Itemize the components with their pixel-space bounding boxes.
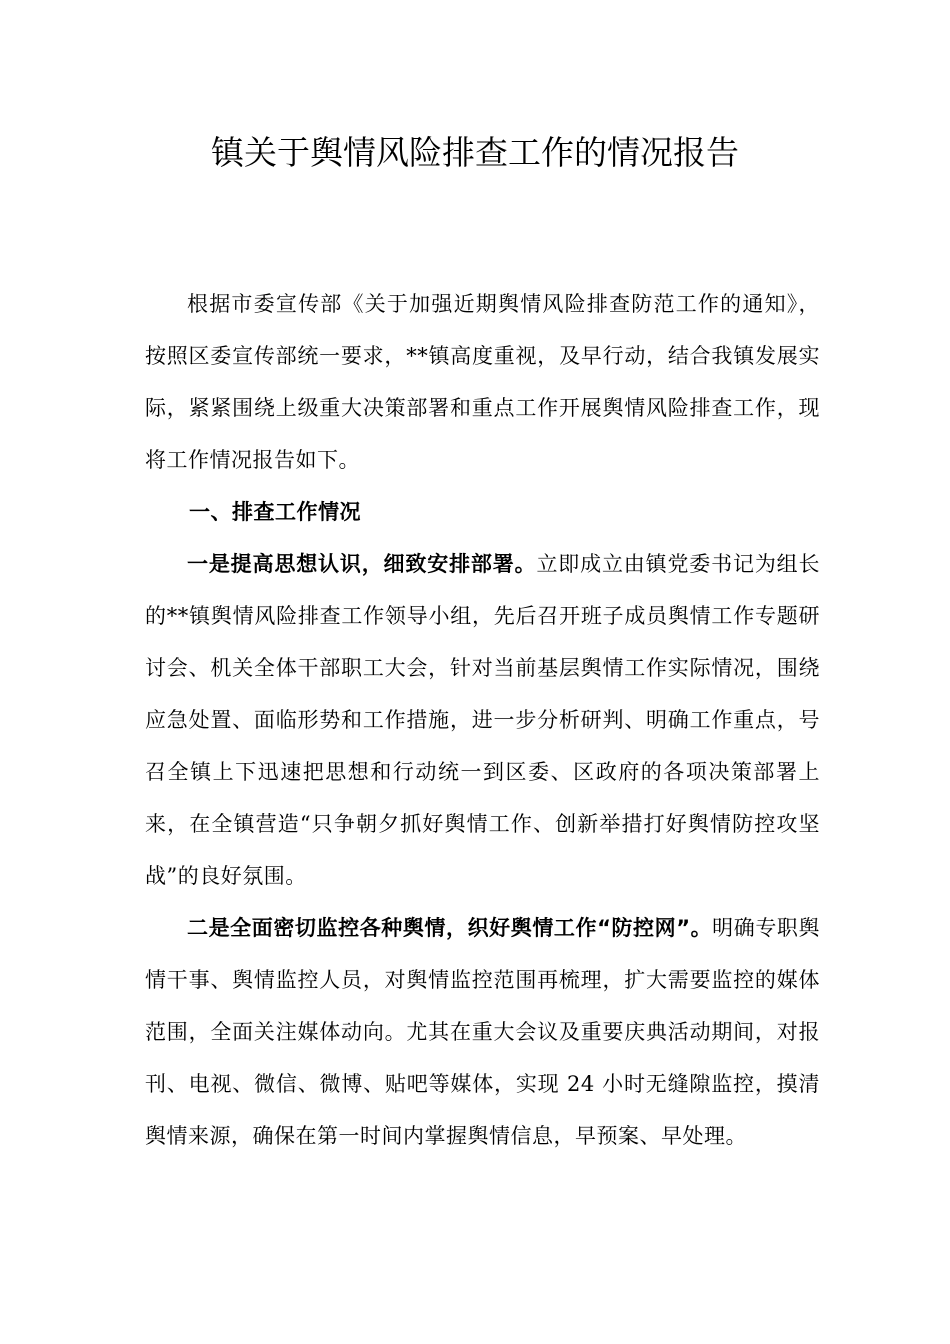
paragraph-1-lead: 一是提高思想认识，细致安排部署。 <box>187 552 537 576</box>
intro-paragraph: 根据市委宣传部《关于加强近期舆情风险排查防范工作的通知》，按照区委宣传部统一要求，**镇高度重视，及早行动，结合我镇发展实际，紧紧围绕上级重大决策部署和重点工作开展舆情风险排查工作，现将工作情况报告如下。 <box>145 292 820 472</box>
paragraph-2-body: 明确专职舆情干事、舆情监控人员，对舆情监控范围再梳理，扩大需要监控的媒体范围，全面关注媒体动向。尤其在重大会议及重要庆典活动期间，对报刊、电视、微信、微博、贴吧等媒体，实现 24 小时无缝隙监控，摸清舆情来源，确保在第一时间内掌握舆情信息，早预案、早处理。 <box>145 916 821 1148</box>
document-body <box>145 278 820 1162</box>
paragraph-2 <box>145 902 820 1162</box>
paragraph-1-body: 立即成立由镇党委书记为组长的**镇舆情风险排查工作领导小组，先后召开班子成员舆情工作专题研讨会、机关全体干部职工大会，针对当前基层舆情工作实际情况，围绕应急处置、面临形势和工作措施，进一步分析研判、明确工作重点，号召全镇上下迅速把思想和行动统一到区委、区政府的各项决策部署上来，在全镇营造“只争朝夕抓好舆情工作、创新举措打好舆情防控攻坚战”的良好氛围。 <box>145 552 821 888</box>
document-title: 镇关于舆情风险排查工作的情况报告 <box>211 133 739 172</box>
paragraph-2-lead: 二是全面密切监控各种舆情，织好舆情工作“防控网”。 <box>187 916 713 940</box>
section-heading: 一、排查工作情况 <box>189 500 361 524</box>
paragraph-1 <box>145 538 820 902</box>
